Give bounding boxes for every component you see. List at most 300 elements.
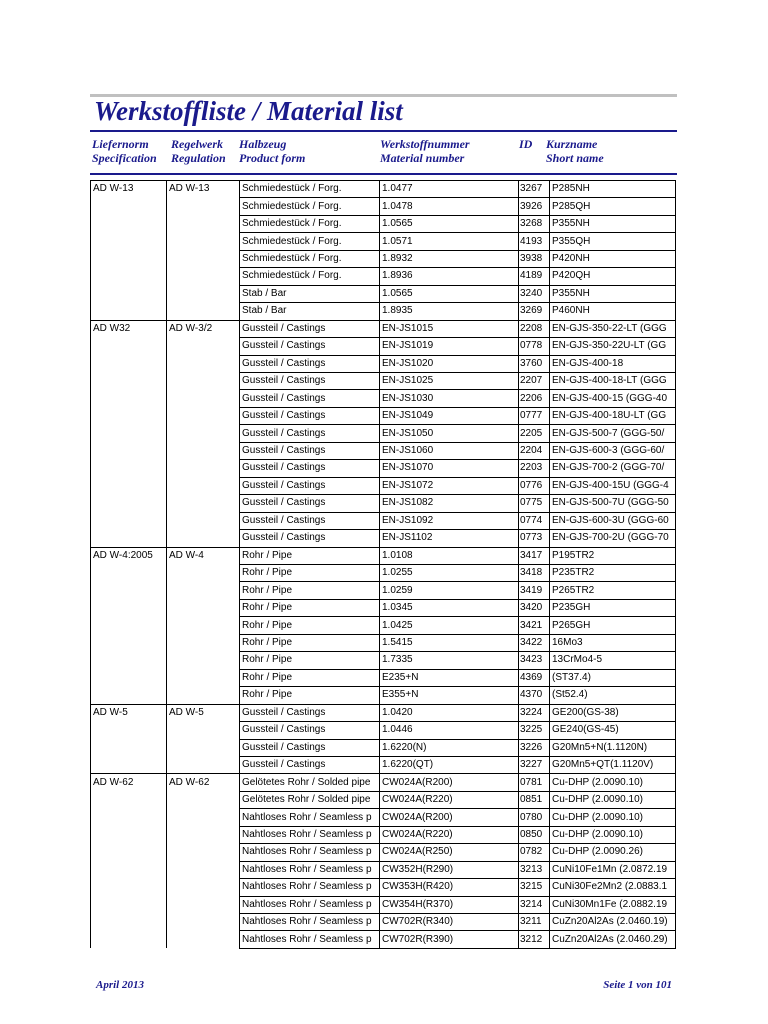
specification-cell [91, 687, 167, 704]
table-row [91, 477, 676, 494]
specification-cell [91, 809, 167, 826]
regulation-cell [167, 896, 240, 913]
product-form-cell: Gussteil / Castings [240, 407, 380, 424]
material-number-cell: EN-JS1072 [380, 477, 519, 494]
table-row [91, 233, 676, 250]
short-name-cell: P420NH [550, 250, 676, 267]
material-number-cell: 1.8932 [380, 250, 519, 267]
material-number-cell: E355+N [380, 687, 519, 704]
material-number-cell: E235+N [380, 669, 519, 686]
short-name-cell: P265TR2 [550, 582, 676, 599]
table-row [91, 809, 676, 826]
regulation-cell [167, 582, 240, 599]
product-form-cell: Gussteil / Castings [240, 477, 380, 494]
specification-cell [91, 215, 167, 232]
specification-cell [91, 372, 167, 389]
id-cell: 3422 [519, 634, 550, 651]
header-regulation-de: Regelwerk [171, 137, 223, 151]
regulation-cell [167, 756, 240, 773]
product-form-cell: Rohr / Pipe [240, 547, 380, 564]
short-name-cell: GE200(GS-38) [550, 704, 676, 721]
short-name-cell: Cu-DHP (2.0090.10) [550, 774, 676, 791]
material-number-cell: 1.5415 [380, 634, 519, 651]
id-cell: 2208 [519, 320, 550, 337]
short-name-cell: EN-GJS-500-7U (GGG-50 [550, 495, 676, 512]
specification-cell [91, 931, 167, 948]
material-number-cell: EN-JS1025 [380, 372, 519, 389]
regulation-cell [167, 722, 240, 739]
product-form-cell: Rohr / Pipe [240, 582, 380, 599]
product-form-cell: Stab / Bar [240, 303, 380, 320]
table-row [91, 250, 676, 267]
product-form-cell: Gussteil / Castings [240, 442, 380, 459]
table-row [91, 914, 676, 931]
material-number-cell: EN-JS1015 [380, 320, 519, 337]
header-material-number-de: Werkstoffnummer [380, 137, 470, 151]
table-row [91, 215, 676, 232]
product-form-cell: Gussteil / Castings [240, 460, 380, 477]
header-product-form-en: Product form [239, 151, 306, 165]
header-id-de: ID [519, 137, 533, 151]
material-number-cell: 1.0108 [380, 547, 519, 564]
specification-cell [91, 425, 167, 442]
id-cell: 4370 [519, 687, 550, 704]
id-cell: 3760 [519, 355, 550, 372]
short-name-cell: CuNi30Fe2Mn2 (2.0883.1 [550, 879, 676, 896]
footer-date: April 2013 [96, 979, 144, 991]
material-number-cell: 1.0446 [380, 722, 519, 739]
short-name-cell: Cu-DHP (2.0090.10) [550, 809, 676, 826]
specification-cell [91, 669, 167, 686]
header-product-form-de: Halbzeug [239, 137, 287, 151]
table-row [91, 512, 676, 529]
product-form-cell: Schmiedestück / Forg. [240, 250, 380, 267]
table-row [91, 704, 676, 721]
short-name-cell: EN-GJS-350-22U-LT (GG [550, 338, 676, 355]
product-form-cell: Gussteil / Castings [240, 704, 380, 721]
regulation-cell [167, 530, 240, 547]
regulation-cell [167, 477, 240, 494]
header-short-name-de: Kurzname [546, 137, 598, 151]
table-row [91, 564, 676, 581]
specification-cell [91, 896, 167, 913]
regulation-cell [167, 268, 240, 285]
material-number-cell: 1.7335 [380, 652, 519, 669]
product-form-cell: Nahtloses Rohr / Seamless p [240, 861, 380, 878]
short-name-cell: EN-GJS-600-3 (GGG-60/ [550, 442, 676, 459]
table-row [91, 931, 676, 948]
header-product-form [239, 137, 305, 165]
header-short-name [546, 137, 604, 165]
short-name-cell: EN-GJS-700-2 (GGG-70/ [550, 460, 676, 477]
product-form-cell: Gussteil / Castings [240, 512, 380, 529]
specification-cell: AD W-13 [91, 181, 167, 198]
id-cell: 2203 [519, 460, 550, 477]
id-cell: 3938 [519, 250, 550, 267]
table-row [91, 198, 676, 215]
specification-cell [91, 285, 167, 302]
id-cell: 3225 [519, 722, 550, 739]
material-number-cell: CW354H(R370) [380, 896, 519, 913]
table-row [91, 879, 676, 896]
specification-cell [91, 826, 167, 843]
short-name-cell: Cu-DHP (2.0090.26) [550, 844, 676, 861]
regulation-cell [167, 687, 240, 704]
short-name-cell: P355NH [550, 215, 676, 232]
id-cell: 3419 [519, 582, 550, 599]
product-form-cell: Rohr / Pipe [240, 652, 380, 669]
id-cell: 0850 [519, 826, 550, 843]
regulation-cell [167, 425, 240, 442]
product-form-cell: Schmiedestück / Forg. [240, 181, 380, 198]
short-name-cell: P285QH [550, 198, 676, 215]
id-cell: 3269 [519, 303, 550, 320]
id-cell: 0773 [519, 530, 550, 547]
regulation-cell [167, 215, 240, 232]
id-cell: 3267 [519, 181, 550, 198]
product-form-cell: Gussteil / Castings [240, 372, 380, 389]
specification-cell [91, 390, 167, 407]
regulation-cell: AD W-13 [167, 181, 240, 198]
regulation-cell [167, 495, 240, 512]
regulation-cell [167, 739, 240, 756]
specification-cell [91, 250, 167, 267]
header-material-number-en: Material number [380, 151, 465, 165]
regulation-cell [167, 791, 240, 808]
id-cell: 3226 [519, 739, 550, 756]
short-name-cell: G20Mn5+N(1.1120N) [550, 739, 676, 756]
id-cell: 3926 [519, 198, 550, 215]
specification-cell [91, 233, 167, 250]
short-name-cell: CuZn20Al2As (2.0460.19) [550, 914, 676, 931]
id-cell: 0775 [519, 495, 550, 512]
regulation-cell [167, 914, 240, 931]
material-number-cell: CW702R(R390) [380, 931, 519, 948]
material-number-cell: 1.0571 [380, 233, 519, 250]
product-form-cell: Gussteil / Castings [240, 390, 380, 407]
header-short-name-en: Short name [546, 151, 604, 165]
table-row [91, 547, 676, 564]
regulation-cell [167, 879, 240, 896]
material-number-cell: 1.0345 [380, 599, 519, 616]
short-name-cell: (ST37.4) [550, 669, 676, 686]
page-title: Werkstoffliste / Material list [94, 96, 403, 126]
product-form-cell: Gussteil / Castings [240, 338, 380, 355]
product-form-cell: Rohr / Pipe [240, 669, 380, 686]
specification-cell [91, 407, 167, 424]
material-number-cell: 1.0477 [380, 181, 519, 198]
product-form-cell: Gussteil / Castings [240, 425, 380, 442]
specification-cell [91, 198, 167, 215]
specification-cell: AD W-62 [91, 774, 167, 791]
regulation-cell [167, 512, 240, 529]
id-cell: 2204 [519, 442, 550, 459]
short-name-cell: P420QH [550, 268, 676, 285]
product-form-cell: Gussteil / Castings [240, 739, 380, 756]
material-number-cell: EN-JS1082 [380, 495, 519, 512]
id-cell: 0851 [519, 791, 550, 808]
id-cell: 3214 [519, 896, 550, 913]
specification-cell [91, 512, 167, 529]
material-number-cell: 1.0478 [380, 198, 519, 215]
product-form-cell: Gussteil / Castings [240, 355, 380, 372]
short-name-cell: EN-GJS-400-18-LT (GGG [550, 372, 676, 389]
product-form-cell: Rohr / Pipe [240, 687, 380, 704]
specification-cell [91, 634, 167, 651]
id-cell: 3227 [519, 756, 550, 773]
material-number-cell: 1.0565 [380, 215, 519, 232]
regulation-cell [167, 285, 240, 302]
regulation-cell [167, 669, 240, 686]
table-row [91, 617, 676, 634]
table-row [91, 669, 676, 686]
material-number-cell: CW024A(R200) [380, 809, 519, 826]
regulation-cell: AD W-3/2 [167, 320, 240, 337]
regulation-cell [167, 338, 240, 355]
table-row [91, 425, 676, 442]
product-form-cell: Nahtloses Rohr / Seamless p [240, 879, 380, 896]
short-name-cell: 16Mo3 [550, 634, 676, 651]
specification-cell: AD W32 [91, 320, 167, 337]
material-table [90, 180, 676, 949]
material-number-cell: EN-JS1092 [380, 512, 519, 529]
specification-cell [91, 355, 167, 372]
material-number-cell: CW024A(R220) [380, 791, 519, 808]
regulation-cell: AD W-5 [167, 704, 240, 721]
product-form-cell: Gelötetes Rohr / Solded pipe [240, 791, 380, 808]
short-name-cell: EN-GJS-350-22-LT (GGG [550, 320, 676, 337]
table-row [91, 355, 676, 372]
short-name-cell: EN-GJS-600-3U (GGG-60 [550, 512, 676, 529]
short-name-cell: P235TR2 [550, 564, 676, 581]
material-number-cell: 1.8936 [380, 268, 519, 285]
short-name-cell: EN-GJS-400-15U (GGG-4 [550, 477, 676, 494]
table-row [91, 634, 676, 651]
specification-cell [91, 652, 167, 669]
id-cell: 0777 [519, 407, 550, 424]
specification-cell [91, 268, 167, 285]
table-row [91, 285, 676, 302]
regulation-cell [167, 372, 240, 389]
specification-cell [91, 861, 167, 878]
short-name-cell: CuNi10Fe1Mn (2.0872.19 [550, 861, 676, 878]
product-form-cell: Nahtloses Rohr / Seamless p [240, 931, 380, 948]
header-regulation [171, 137, 226, 165]
product-form-cell: Nahtloses Rohr / Seamless p [240, 896, 380, 913]
regulation-cell [167, 460, 240, 477]
table-row [91, 722, 676, 739]
id-cell: 3417 [519, 547, 550, 564]
product-form-cell: Schmiedestück / Forg. [240, 268, 380, 285]
regulation-cell [167, 599, 240, 616]
id-cell: 3423 [519, 652, 550, 669]
short-name-cell: EN-GJS-400-15 (GGG-40 [550, 390, 676, 407]
id-cell: 0781 [519, 774, 550, 791]
specification-cell [91, 442, 167, 459]
material-number-cell: 1.0259 [380, 582, 519, 599]
short-name-cell: EN-GJS-500-7 (GGG-50/ [550, 425, 676, 442]
table-row [91, 791, 676, 808]
table-row [91, 460, 676, 477]
material-number-cell: CW352H(R290) [380, 861, 519, 878]
product-form-cell: Rohr / Pipe [240, 634, 380, 651]
table-row [91, 826, 676, 843]
id-cell: 4369 [519, 669, 550, 686]
product-form-cell: Rohr / Pipe [240, 564, 380, 581]
material-number-cell: 1.8935 [380, 303, 519, 320]
material-number-cell: 1.0565 [380, 285, 519, 302]
regulation-cell [167, 652, 240, 669]
specification-cell [91, 338, 167, 355]
regulation-cell [167, 564, 240, 581]
short-name-cell: GE240(GS-45) [550, 722, 676, 739]
id-cell: 2206 [519, 390, 550, 407]
table-row [91, 268, 676, 285]
material-number-cell: CW702R(R340) [380, 914, 519, 931]
product-form-cell: Gussteil / Castings [240, 756, 380, 773]
specification-cell [91, 495, 167, 512]
short-name-cell: P460NH [550, 303, 676, 320]
product-form-cell: Schmiedestück / Forg. [240, 198, 380, 215]
id-cell: 3211 [519, 914, 550, 931]
regulation-cell [167, 634, 240, 651]
table-row [91, 896, 676, 913]
short-name-cell: CuNi30Mn1Fe (2.0882.19 [550, 896, 676, 913]
table-row [91, 739, 676, 756]
material-number-cell: 1.6220(N) [380, 739, 519, 756]
header-specification [92, 137, 157, 165]
id-cell: 3421 [519, 617, 550, 634]
material-number-cell: CW024A(R250) [380, 844, 519, 861]
regulation-cell [167, 844, 240, 861]
material-number-cell: 1.0420 [380, 704, 519, 721]
table-row [91, 372, 676, 389]
table-row [91, 442, 676, 459]
regulation-cell [167, 233, 240, 250]
short-name-cell: P355QH [550, 233, 676, 250]
material-number-cell: EN-JS1030 [380, 390, 519, 407]
short-name-cell: Cu-DHP (2.0090.10) [550, 826, 676, 843]
regulation-cell [167, 809, 240, 826]
regulation-cell [167, 442, 240, 459]
id-cell: 0782 [519, 844, 550, 861]
table-row [91, 530, 676, 547]
product-form-cell: Nahtloses Rohr / Seamless p [240, 914, 380, 931]
id-cell: 3240 [519, 285, 550, 302]
short-name-cell: EN-GJS-400-18U-LT (GG [550, 407, 676, 424]
short-name-cell: EN-GJS-700-2U (GGG-70 [550, 530, 676, 547]
id-cell: 2207 [519, 372, 550, 389]
specification-cell [91, 844, 167, 861]
regulation-cell [167, 250, 240, 267]
table-row [91, 407, 676, 424]
product-form-cell: Nahtloses Rohr / Seamless p [240, 826, 380, 843]
specification-cell [91, 879, 167, 896]
material-number-cell: CW353H(R420) [380, 879, 519, 896]
regulation-cell: AD W-62 [167, 774, 240, 791]
material-number-cell: 1.0425 [380, 617, 519, 634]
specification-cell [91, 303, 167, 320]
id-cell: 3213 [519, 861, 550, 878]
table-row [91, 599, 676, 616]
id-cell: 0776 [519, 477, 550, 494]
material-table-body [91, 181, 676, 949]
material-number-cell: EN-JS1049 [380, 407, 519, 424]
short-name-cell: P195TR2 [550, 547, 676, 564]
material-number-cell: EN-JS1102 [380, 530, 519, 547]
id-cell: 2205 [519, 425, 550, 442]
table-row [91, 181, 676, 198]
material-number-cell: EN-JS1070 [380, 460, 519, 477]
id-cell: 3420 [519, 599, 550, 616]
material-number-cell: EN-JS1020 [380, 355, 519, 372]
short-name-cell: Cu-DHP (2.0090.10) [550, 791, 676, 808]
material-number-cell: CW024A(R200) [380, 774, 519, 791]
header-specification-de: Liefernorm [92, 137, 149, 151]
product-form-cell: Gussteil / Castings [240, 320, 380, 337]
header-regulation-en: Regulation [171, 151, 226, 165]
material-number-cell: EN-JS1019 [380, 338, 519, 355]
specification-cell [91, 722, 167, 739]
short-name-cell: EN-GJS-400-18 [550, 355, 676, 372]
id-cell: 0778 [519, 338, 550, 355]
regulation-cell: AD W-4 [167, 547, 240, 564]
specification-cell [91, 564, 167, 581]
specification-cell [91, 530, 167, 547]
material-number-cell: 1.0255 [380, 564, 519, 581]
short-name-cell: 13CrMo4-5 [550, 652, 676, 669]
specification-cell: AD W-4:2005 [91, 547, 167, 564]
id-cell: 4189 [519, 268, 550, 285]
table-row [91, 390, 676, 407]
short-name-cell: CuZn20Al2As (2.0460.29) [550, 931, 676, 948]
short-name-cell: P235GH [550, 599, 676, 616]
table-row [91, 495, 676, 512]
regulation-cell [167, 198, 240, 215]
header-id [519, 137, 532, 151]
id-cell: 3224 [519, 704, 550, 721]
specification-cell [91, 582, 167, 599]
specification-cell [91, 599, 167, 616]
footer-page-number: Seite 1 von 101 [603, 979, 672, 991]
short-name-cell: (St52.4) [550, 687, 676, 704]
table-row [91, 756, 676, 773]
product-form-cell: Gelötetes Rohr / Solded pipe [240, 774, 380, 791]
short-name-cell: P285NH [550, 181, 676, 198]
id-cell: 3418 [519, 564, 550, 581]
material-number-cell: EN-JS1050 [380, 425, 519, 442]
product-form-cell: Gussteil / Castings [240, 530, 380, 547]
table-row [91, 652, 676, 669]
material-number-cell: 1.6220(QT) [380, 756, 519, 773]
regulation-cell [167, 390, 240, 407]
regulation-cell [167, 617, 240, 634]
id-cell: 0780 [519, 809, 550, 826]
regulation-cell [167, 931, 240, 948]
header-rule [90, 173, 677, 175]
specification-cell [91, 756, 167, 773]
header-material-number [380, 137, 470, 165]
specification-cell [91, 914, 167, 931]
table-row [91, 774, 676, 791]
specification-cell [91, 791, 167, 808]
specification-cell [91, 617, 167, 634]
product-form-cell: Nahtloses Rohr / Seamless p [240, 844, 380, 861]
regulation-cell [167, 407, 240, 424]
material-number-cell: CW024A(R220) [380, 826, 519, 843]
specification-cell [91, 739, 167, 756]
id-cell: 0774 [519, 512, 550, 529]
